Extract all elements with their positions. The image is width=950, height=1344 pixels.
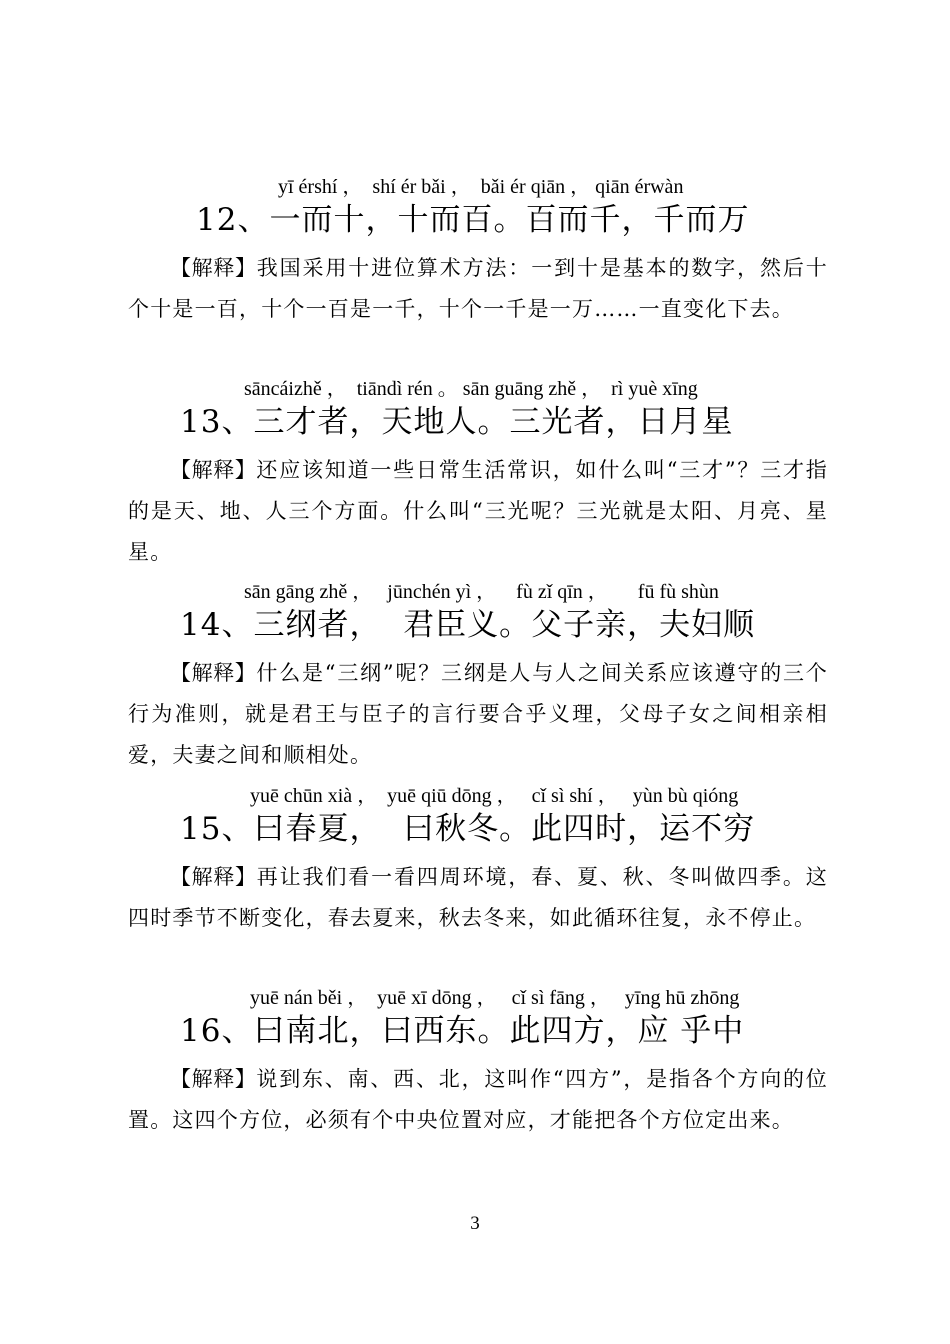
explanation-label: 【解释】	[170, 661, 257, 685]
explanation-label: 【解释】	[170, 1067, 257, 1091]
explanation-text: 什么是“三纲”呢？三纲是人与人之间关系应该遵守的三个行为准则，就是君王与臣子的言行要合乎义理，父母子女之间相亲相爱，夫妻之间和顺相处。	[128, 661, 828, 767]
verse-section-12	[128, 174, 828, 330]
explanation-paragraph	[128, 857, 828, 939]
pinyin-line: yuē chūn xià ， yuē qiū dōng ， cǐ sì shí ， yùn bù qióng	[250, 785, 739, 807]
explanation-label: 【解释】	[170, 865, 257, 889]
verse-line: 15、曰春夏， 曰秋冬。此四时，运不穷	[180, 811, 756, 847]
pinyin-line: yuē nán běi ， yuē xī dōng ， cǐ sì fāng ， yīng hū zhōng	[250, 987, 740, 1009]
explanation-text: 再让我们看一看四周环境，春、夏、秋、冬叫做四季。这四时季节不断变化，春去夏来，秋去冬来，如此循环往复，永不停止。	[128, 865, 829, 930]
explanation-paragraph	[128, 248, 828, 330]
explanation-text: 我国采用十进位算术方法：一到十是基本的数字，然后十个十是一百，十个一百是一千，十个一千是一万……一直变化下去。	[128, 256, 829, 321]
explanation-paragraph	[128, 653, 828, 776]
explanation-paragraph	[128, 1059, 828, 1141]
verse-line: 13、三才者，天地人。三光者，日月星	[180, 404, 734, 440]
verse-section-13	[128, 376, 828, 573]
explanation-text: 还应该知道一些日常生活常识，如什么叫“三才”？三才指的是天、地、人三个方面。什么叫“三光呢？三光就是太阳、月亮、星星。	[128, 458, 828, 564]
page-number: 3	[470, 1213, 480, 1234]
pinyin-line: sān gāng zhě ， jūnchén yì ， fù zǐ qīn ， fū fù shùn	[244, 581, 719, 603]
verse-line: 12、一而十，十而百。百而千，千而万	[196, 202, 750, 238]
explanation-paragraph	[128, 450, 828, 573]
verse-section-14	[128, 579, 828, 776]
explanation-text: 说到东、南、西、北，这叫作“四方”，是指各个方向的位置。这四个方位，必须有个中央位置对应，才能把各个方位定出来。	[128, 1067, 828, 1132]
pinyin-line: sāncáizhě ， tiāndì rén 。 sān guāng zhě ， rì yuè xīng	[244, 378, 698, 400]
verse-line: 16、曰南北，曰西东。此四方，应 乎中	[180, 1013, 745, 1049]
explanation-label: 【解释】	[170, 256, 257, 280]
verse-section-15	[128, 783, 828, 939]
verse-line: 14、三纲者， 君臣义。父子亲，夫妇顺	[180, 607, 756, 643]
explanation-label: 【解释】	[170, 458, 257, 482]
verse-section-16	[128, 985, 828, 1141]
pinyin-line: yī érshí ， shí ér bǎi ， bǎi ér qiān ， qiān érwàn	[278, 176, 684, 198]
